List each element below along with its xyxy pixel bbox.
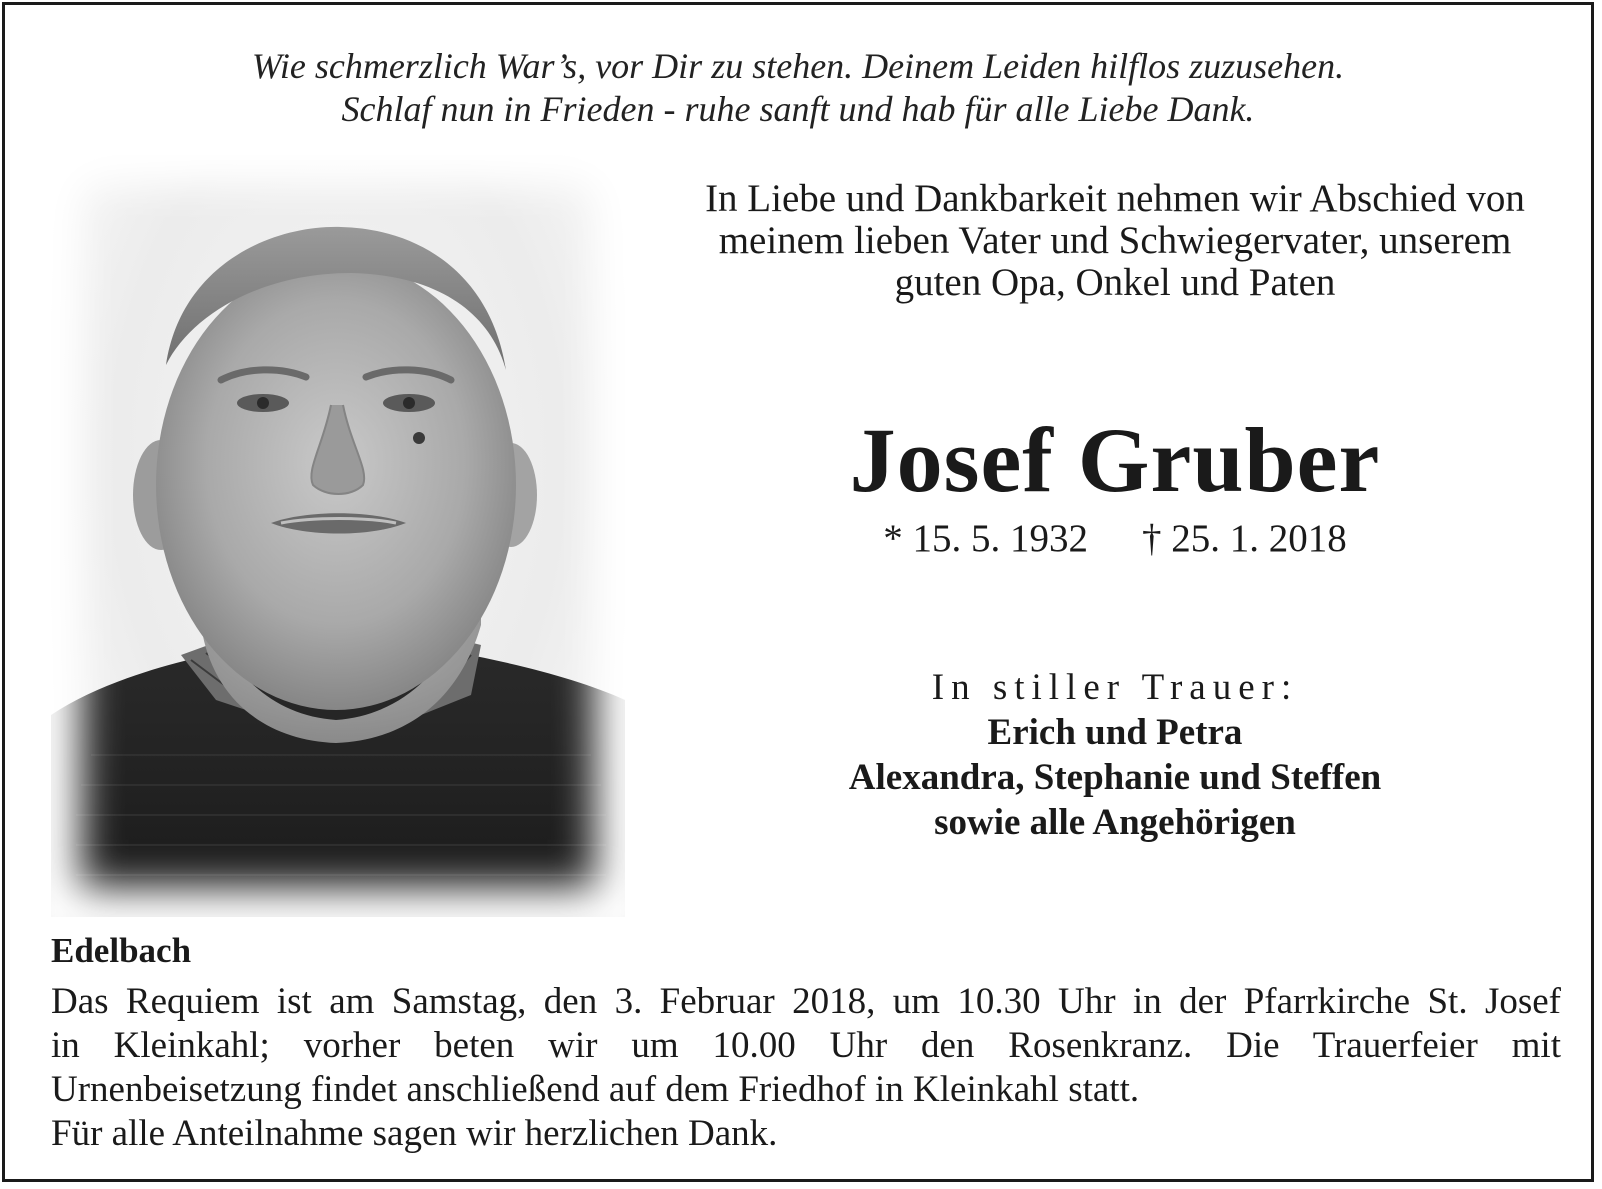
mourners-block <box>645 665 1585 845</box>
thanks-line: Für alle Anteilnahme sagen wir herzlichen Dank. <box>51 1113 778 1154</box>
mourner-line: Erich und Petra <box>987 712 1243 753</box>
memorial-verse <box>5 45 1591 131</box>
farewell-intro <box>645 178 1585 304</box>
service-details <box>51 980 1561 1156</box>
intro-line: guten Opa, Onkel und Paten <box>894 261 1336 304</box>
intro-line: meinem lieben Vater und Schwiegervater, unserem <box>718 219 1512 262</box>
portrait-photo <box>51 155 625 917</box>
mourners-heading: In stiller Trauer: <box>931 667 1299 708</box>
obituary-frame <box>2 2 1594 1182</box>
service-line: Das Requiem ist am Samstag, den 3. Februar 2018, um 10.30 Uhr in der Pfarrkirche St. Josef <box>51 981 1561 1022</box>
deceased-name: Josef Gruber <box>849 409 1381 511</box>
location-heading: Edelbach <box>51 931 192 970</box>
mourner-line: Alexandra, Stephanie und Steffen <box>848 757 1382 798</box>
death-date: † 25. 1. 2018 <box>1142 517 1347 560</box>
verse-line: Wie schmerzlich War’s, vor Dir zu stehen. Deinem Leiden hilflos zuzusehen. <box>251 46 1345 86</box>
service-line: in Kleinkahl; vorher beten wir um 10.00 Uhr den Rosenkranz. Die Trauerfeier mit <box>51 1025 1561 1066</box>
intro-line: In Liebe und Dankbarkeit nehmen wir Abschied von <box>705 177 1525 220</box>
verse-line: Schlaf nun in Frieden - ruhe sanft und hab für alle Liebe Dank. <box>341 89 1255 129</box>
life-dates <box>645 515 1585 563</box>
service-line: Urnenbeisetzung findet anschließend auf dem Friedhof in Kleinkahl statt. <box>51 1069 1140 1110</box>
birth-date: * 15. 5. 1932 <box>883 517 1088 560</box>
mourner-line: sowie alle Angehörigen <box>934 802 1296 843</box>
